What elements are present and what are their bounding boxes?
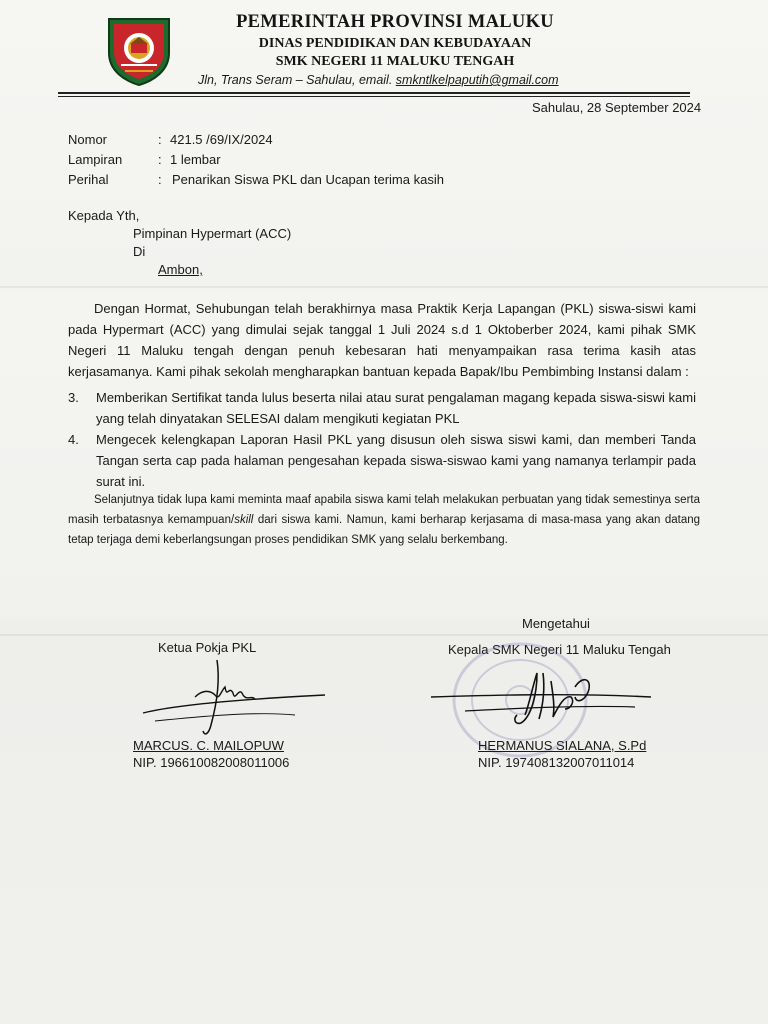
recipient-greeting: Kepada Yth,	[68, 208, 140, 223]
list-item-certificate: Memberikan Sertifikat tanda lulus beserta nilai atau surat pengalaman magang kepada siswa-siswi kami yang telah dinyatakan SELESAI dalam mengikuti kegiatan PKL	[96, 390, 696, 426]
letterhead-address	[198, 73, 559, 87]
meta-sep: :	[158, 132, 162, 147]
letter-date: Sahulau, 28 September 2024	[532, 100, 702, 115]
meta-sep: :	[158, 172, 162, 187]
left-signature-icon	[135, 655, 330, 740]
right-signer-name: HERMANUS SIALANA, S.Pd	[478, 738, 647, 753]
recipient-name: Pimpinan Hypermart (ACC)	[133, 226, 292, 241]
list-number: 3.	[68, 390, 79, 405]
right-signer-role: Kepala SMK Negeri 11 Maluku Tengah	[448, 642, 671, 657]
letterhead-school: SMK NEGERI 11 MALUKU TENGAH	[275, 54, 515, 69]
recipient-di: Di	[133, 244, 146, 259]
school-email: smkntlkelpaputih@gmail.com	[395, 73, 559, 87]
closing-text-end: dari siswa kami. Namun, kami berharap kerjasama di masa-masa yang akan datang tetap terjaga demi keberlangsungan proses pendidikan SMK yang selalu berkembang.	[68, 514, 701, 546]
meta-label-lampiran: Lampiran	[68, 152, 123, 167]
closing-paragraph	[68, 490, 700, 550]
left-signer-role: Ketua Pokja PKL	[158, 640, 257, 655]
right-signer-nip: NIP. 197408132007011014	[478, 755, 635, 770]
letterhead-government: PEMERINTAH PROVINSI MALUKU	[236, 12, 554, 32]
address-text: Jln, Trans Seram – Sahulau, email.	[198, 73, 396, 87]
list-number: 4.	[68, 432, 79, 447]
closing-skill: skill	[234, 514, 254, 526]
recipient-city: Ambon,	[158, 262, 203, 277]
meta-sep: :	[158, 152, 162, 167]
meta-value-perihal: Penarikan Siswa PKL dan Ucapan terima kasih	[172, 172, 444, 187]
maluku-coat-of-arms-icon	[103, 15, 175, 87]
list-item-report-check: Mengecek kelengkapan Laporan Hasil PKL yang disusun oleh siswa siswi kami, dan memberi Tanda Tangan serta cap pada halaman pengesahan kepada siswa-siswao kami yang namanya terlampir pada surat ini.	[96, 432, 696, 489]
letterhead-department: DINAS PENDIDIKAN DAN KEBUDAYAAN	[258, 36, 532, 51]
body-paragraph: Dengan Hormat, Sehubungan telah berakhirnya masa Praktik Kerja Lapangan (PKL) siswa-siswi kami pada Hypermart (ACC) yang dimulai sejak tanggal 1 Juli 2024 s.d 1 Oktoberber 2024, kami pihak SMK Negeri 11 Maluku tengah dengan penuh kebesaran hati menyampaikan rasa terima kasih atas kerjasamanya. Kami pihak sekolah mengharapkan bantuan kepada Bapak/Ibu Pembimbing Instansi dalam :	[68, 301, 696, 379]
meta-label-perihal: Perihal	[68, 172, 109, 187]
left-signer-name: MARCUS. C. MAILOPUW	[133, 738, 284, 753]
meta-value-nomor: 421.5 /69/IX/2024	[170, 132, 273, 147]
meta-label-nomor: Nomor	[68, 132, 108, 147]
left-signer-nip: NIP. 196610082008011006	[133, 755, 290, 770]
letterhead-rule-thin	[58, 96, 690, 97]
acknowledged-label: Mengetahui	[522, 616, 590, 631]
paper-fold-line	[0, 286, 768, 288]
meta-value-lampiran: 1 lembar	[170, 152, 221, 167]
letterhead-rule	[58, 92, 690, 94]
paper-fold-line	[0, 634, 768, 636]
closing-text: Selanjutnya tidak lupa kami meminta maaf apabila siswa kami telah melakukan perbuatan yang tidak semestinya serta masih terbatasnya kemampuan/	[68, 494, 700, 526]
